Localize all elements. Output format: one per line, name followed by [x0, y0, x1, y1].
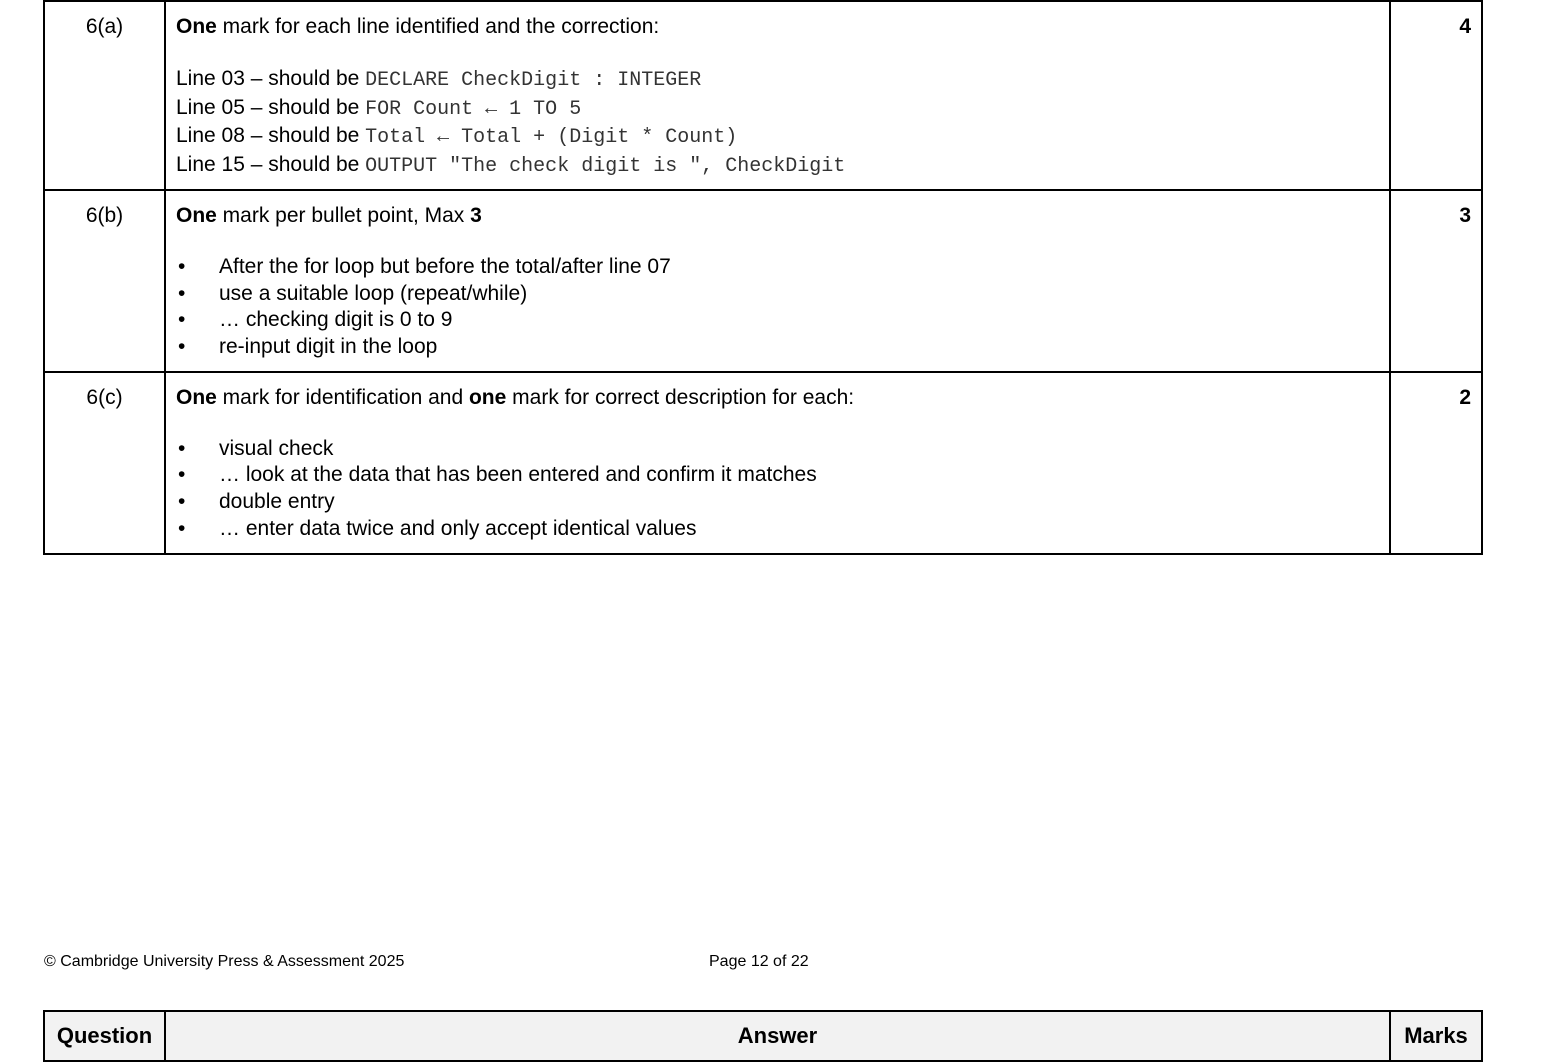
bullet-icon: • [178, 335, 186, 359]
bullet-icon: • [178, 436, 186, 460]
bullet-list [176, 436, 1379, 543]
table-header-row [44, 1011, 1482, 1061]
column-header-question: Question [44, 1011, 165, 1061]
bullet-text: After the for loop but before the total/after line 07 [219, 255, 671, 278]
list-item [176, 489, 1379, 516]
lead-text: mark per bullet point, Max [216, 204, 471, 227]
table-row [44, 1, 1482, 190]
bullet-text: … enter data twice and only accept identical values [219, 516, 697, 540]
lead-text: mark for each line identified and the correction: [216, 15, 660, 38]
bullet-text: double entry [219, 490, 335, 514]
bullet-list [176, 254, 1379, 361]
lead-text: mark for correct description for each: [506, 385, 855, 409]
correction-prefix: Line 15 – should be [176, 152, 366, 176]
correction-code: Total ← Total + (Digit * Count) [365, 126, 738, 149]
answer-lead [176, 203, 1379, 229]
mark-scheme-table [43, 0, 1483, 555]
correction-line [176, 151, 1379, 180]
correction-line [176, 65, 1379, 94]
correction-code: OUTPUT "The check digit is ", CheckDigit [365, 154, 846, 178]
correction-code: FOR Count ← 1 TO 5 [365, 97, 582, 121]
column-header-marks: Marks [1390, 1011, 1482, 1061]
correction-code: DECLARE CheckDigit : INTEGER [365, 69, 702, 92]
bullet-text: re-input digit in the loop [219, 335, 438, 359]
lead-text: mark for identification and [216, 385, 469, 409]
answer-cell [165, 1, 1390, 190]
bullet-text: … look at the data that has been entered and confirm it matches [219, 463, 817, 487]
lead-bold: 3 [470, 204, 482, 227]
next-page-header-table [43, 1010, 1483, 1062]
correction-prefix: Line 05 – should be [176, 95, 366, 119]
answer-lead [176, 14, 1379, 40]
bullet-icon: • [178, 490, 186, 514]
table-row [44, 190, 1482, 372]
lead-bold: one [468, 385, 507, 409]
correction-line [176, 94, 1379, 123]
correction-line [176, 122, 1379, 151]
list-item [176, 334, 1379, 361]
answer-cell [165, 190, 1390, 372]
marks-value: 3 [1390, 190, 1482, 372]
correction-prefix: Line 08 – should be [176, 124, 366, 147]
list-item [176, 307, 1379, 334]
marks-value: 4 [1390, 1, 1482, 190]
question-number: 6(b) [44, 190, 165, 372]
bullet-text: visual check [219, 436, 334, 460]
bullet-icon: • [178, 463, 186, 487]
bullet-icon: • [178, 255, 186, 278]
bullet-icon: • [178, 516, 186, 540]
list-item [176, 462, 1379, 489]
lead-bold: One [176, 15, 217, 38]
table-row [44, 372, 1482, 554]
list-item [176, 281, 1379, 308]
bullet-icon: • [178, 281, 186, 305]
lead-bold: One [176, 204, 217, 227]
question-number: 6(c) [44, 372, 165, 554]
bullet-text: use a suitable loop (repeat/while) [219, 281, 528, 305]
lead-bold: One [176, 385, 217, 409]
list-item [176, 436, 1379, 463]
answer-cell [165, 372, 1390, 554]
list-item [176, 254, 1379, 281]
question-number: 6(a) [44, 1, 165, 190]
column-header-answer: Answer [165, 1011, 1390, 1061]
page-number: Page 12 of 22 [709, 953, 809, 970]
marks-value: 2 [1390, 372, 1482, 554]
list-item [176, 516, 1379, 543]
correction-prefix: Line 03 – should be [176, 67, 366, 90]
bullet-text: … checking digit is 0 to 9 [219, 308, 453, 332]
bullet-icon: • [178, 308, 186, 332]
answer-lead [176, 385, 1379, 411]
copyright-notice: © Cambridge University Press & Assessment 2025 [44, 953, 405, 970]
